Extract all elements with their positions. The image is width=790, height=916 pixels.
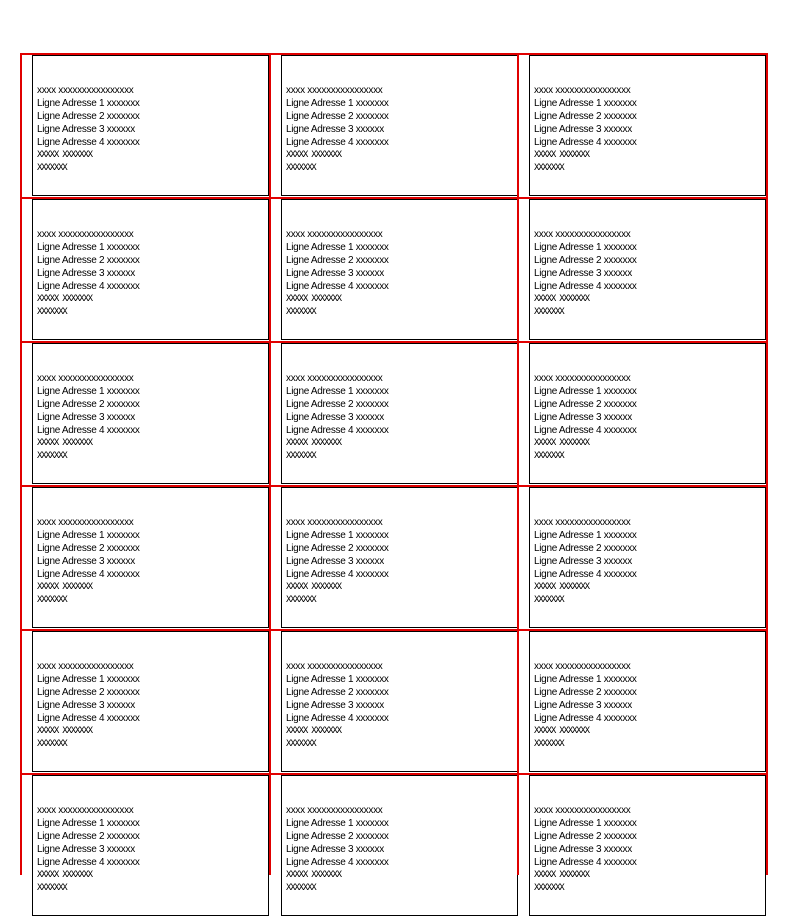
address-line: Ligne Adresse 2 xxxxxxx xyxy=(286,831,389,842)
address-line: Ligne Adresse 4 xxxxxxx xyxy=(534,137,637,148)
address-line: xxxx xxxxxxxxxxxxxxxx xyxy=(37,85,134,96)
address-label xyxy=(529,631,766,772)
column-guide-line xyxy=(269,53,271,875)
address-line: XXXXX XXXXXXX xyxy=(37,294,92,304)
row-guide-line xyxy=(20,197,768,199)
row-guide-line xyxy=(20,629,768,631)
address-line: Ligne Adresse 4 xxxxxxx xyxy=(37,425,140,436)
address-line: Ligne Adresse 1 xxxxxxx xyxy=(286,818,389,829)
address-line: Ligne Adresse 1 xxxxxxx xyxy=(37,530,140,541)
address-lines xyxy=(286,804,389,895)
address-label xyxy=(32,343,269,484)
address-line: xxxx xxxxxxxxxxxxxxxx xyxy=(286,661,383,672)
address-line: Ligne Adresse 2 xxxxxxx xyxy=(534,255,637,266)
address-line: XXXXX XXXXXXX xyxy=(37,726,92,736)
address-line: xxxx xxxxxxxxxxxxxxxx xyxy=(534,805,631,816)
address-lines xyxy=(534,84,637,175)
address-line: Ligne Adresse 4 xxxxxxx xyxy=(286,857,389,868)
address-lines xyxy=(286,372,389,463)
address-line: xxxx xxxxxxxxxxxxxxxx xyxy=(37,517,134,528)
address-line: XXXXXXX xyxy=(37,883,67,893)
address-line: XXXXX XXXXXXX xyxy=(37,870,92,880)
address-line: XXXXX XXXXXXX xyxy=(37,438,92,448)
address-line: XXXXXXX xyxy=(37,739,67,749)
address-line: xxxx xxxxxxxxxxxxxxxx xyxy=(534,517,631,528)
address-line: XXXXX XXXXXXX xyxy=(534,150,589,160)
address-lines xyxy=(534,660,637,751)
address-line: Ligne Adresse 1 xxxxxxx xyxy=(534,818,637,829)
address-line: Ligne Adresse 2 xxxxxxx xyxy=(534,399,637,410)
address-line: Ligne Adresse 1 xxxxxxx xyxy=(286,98,389,109)
address-line: XXXXX XXXXXXX xyxy=(286,438,341,448)
address-line: xxxx xxxxxxxxxxxxxxxx xyxy=(37,661,134,672)
address-lines xyxy=(286,84,389,175)
address-line: XXXXXXX xyxy=(534,163,564,173)
address-line: XXXXX XXXXXXX xyxy=(286,294,341,304)
address-line: Ligne Adresse 3 xxxxxx xyxy=(286,124,384,135)
address-line: Ligne Adresse 3 xxxxxx xyxy=(286,556,384,567)
address-line: xxxx xxxxxxxxxxxxxxxx xyxy=(286,229,383,240)
address-line: Ligne Adresse 3 xxxxxx xyxy=(534,556,632,567)
address-line: xxxx xxxxxxxxxxxxxxxx xyxy=(534,85,631,96)
address-line: xxxx xxxxxxxxxxxxxxxx xyxy=(534,373,631,384)
address-line: Ligne Adresse 3 xxxxxx xyxy=(534,124,632,135)
address-line: XXXXX XXXXXXX xyxy=(286,870,341,880)
address-line: Ligne Adresse 3 xxxxxx xyxy=(37,268,135,279)
address-line: Ligne Adresse 3 xxxxxx xyxy=(37,124,135,135)
address-line: Ligne Adresse 2 xxxxxxx xyxy=(534,111,637,122)
address-line: Ligne Adresse 3 xxxxxx xyxy=(286,700,384,711)
address-line: XXXXX XXXXXXX xyxy=(286,150,341,160)
address-line: XXXXX XXXXXXX xyxy=(286,726,341,736)
address-line: xxxx xxxxxxxxxxxxxxxx xyxy=(534,661,631,672)
address-line: XXXXXXX xyxy=(534,595,564,605)
address-line: Ligne Adresse 4 xxxxxxx xyxy=(286,713,389,724)
address-line: XXXXXXX xyxy=(534,883,564,893)
address-lines xyxy=(534,804,637,895)
address-line: XXXXX XXXXXXX xyxy=(534,294,589,304)
address-line: XXXXX XXXXXXX xyxy=(534,870,589,880)
address-line: Ligne Adresse 3 xxxxxx xyxy=(286,844,384,855)
address-line: XXXXXXX xyxy=(286,883,316,893)
address-line: Ligne Adresse 3 xxxxxx xyxy=(534,700,632,711)
address-line: XXXXXXX xyxy=(534,451,564,461)
address-line: Ligne Adresse 1 xxxxxxx xyxy=(534,98,637,109)
address-line: xxxx xxxxxxxxxxxxxxxx xyxy=(37,229,134,240)
row-guide-line xyxy=(20,485,768,487)
address-line: Ligne Adresse 4 xxxxxxx xyxy=(37,713,140,724)
address-line: XXXXX XXXXXXX xyxy=(534,582,589,592)
address-lines xyxy=(37,660,140,751)
address-label xyxy=(529,487,766,628)
row-guide-line xyxy=(20,341,768,343)
address-line: XXXXXXX xyxy=(37,307,67,317)
address-line: XXXXXXX xyxy=(286,595,316,605)
address-label xyxy=(32,55,269,196)
address-line: xxxx xxxxxxxxxxxxxxxx xyxy=(37,373,134,384)
address-lines xyxy=(37,804,140,895)
address-lines xyxy=(534,516,637,607)
address-line: Ligne Adresse 4 xxxxxxx xyxy=(534,281,637,292)
address-line: Ligne Adresse 1 xxxxxxx xyxy=(286,242,389,253)
address-label xyxy=(529,775,766,916)
address-line: Ligne Adresse 1 xxxxxxx xyxy=(37,242,140,253)
address-line: Ligne Adresse 4 xxxxxxx xyxy=(286,281,389,292)
address-line: Ligne Adresse 2 xxxxxxx xyxy=(286,399,389,410)
address-lines xyxy=(37,228,140,319)
address-line: Ligne Adresse 2 xxxxxxx xyxy=(37,543,140,554)
address-line: Ligne Adresse 4 xxxxxxx xyxy=(37,569,140,580)
address-line: Ligne Adresse 3 xxxxxx xyxy=(37,412,135,423)
address-line: XXXXX XXXXXXX xyxy=(37,150,92,160)
address-line: Ligne Adresse 4 xxxxxxx xyxy=(286,425,389,436)
address-line: Ligne Adresse 1 xxxxxxx xyxy=(37,818,140,829)
address-label xyxy=(281,199,518,340)
address-line: xxxx xxxxxxxxxxxxxxxx xyxy=(286,373,383,384)
address-lines xyxy=(37,84,140,175)
address-line: Ligne Adresse 2 xxxxxxx xyxy=(534,543,637,554)
address-lines xyxy=(286,660,389,751)
address-line: Ligne Adresse 3 xxxxxx xyxy=(37,556,135,567)
address-line: XXXXXXX xyxy=(286,739,316,749)
address-line: Ligne Adresse 4 xxxxxxx xyxy=(286,137,389,148)
address-lines xyxy=(534,372,637,463)
address-line: Ligne Adresse 1 xxxxxxx xyxy=(534,386,637,397)
address-line: Ligne Adresse 1 xxxxxxx xyxy=(37,98,140,109)
address-line: XXXXX XXXXXXX xyxy=(37,582,92,592)
address-line: Ligne Adresse 1 xxxxxxx xyxy=(37,386,140,397)
address-line: Ligne Adresse 1 xxxxxxx xyxy=(534,674,637,685)
label-sheet xyxy=(20,53,768,893)
address-label xyxy=(32,775,269,916)
address-label xyxy=(281,487,518,628)
address-line: xxxx xxxxxxxxxxxxxxxx xyxy=(286,805,383,816)
address-line: Ligne Adresse 2 xxxxxxx xyxy=(286,255,389,266)
address-line: Ligne Adresse 1 xxxxxxx xyxy=(534,530,637,541)
address-line: Ligne Adresse 1 xxxxxxx xyxy=(286,386,389,397)
address-line: Ligne Adresse 3 xxxxxx xyxy=(37,700,135,711)
column-guide-line xyxy=(20,53,22,875)
address-line: Ligne Adresse 2 xxxxxxx xyxy=(534,687,637,698)
address-lines xyxy=(37,516,140,607)
address-line: XXXXXXX xyxy=(37,595,67,605)
address-line: Ligne Adresse 3 xxxxxx xyxy=(534,844,632,855)
address-line: Ligne Adresse 3 xxxxxx xyxy=(534,412,632,423)
address-line: Ligne Adresse 2 xxxxxxx xyxy=(286,543,389,554)
column-guide-line xyxy=(766,53,768,875)
address-line: XXXXXXX xyxy=(286,307,316,317)
address-line: Ligne Adresse 4 xxxxxxx xyxy=(37,857,140,868)
address-line: Ligne Adresse 2 xxxxxxx xyxy=(286,687,389,698)
column-guide-line xyxy=(517,53,519,875)
address-line: Ligne Adresse 2 xxxxxxx xyxy=(37,111,140,122)
address-lines xyxy=(534,228,637,319)
address-line: Ligne Adresse 3 xxxxxx xyxy=(37,844,135,855)
address-line: Ligne Adresse 2 xxxxxxx xyxy=(534,831,637,842)
address-line: Ligne Adresse 4 xxxxxxx xyxy=(534,569,637,580)
address-line: XXXXX XXXXXXX xyxy=(286,582,341,592)
address-line: Ligne Adresse 2 xxxxxxx xyxy=(286,111,389,122)
address-line: xxxx xxxxxxxxxxxxxxxx xyxy=(286,517,383,528)
address-line: Ligne Adresse 4 xxxxxxx xyxy=(534,425,637,436)
address-line: xxxx xxxxxxxxxxxxxxxx xyxy=(37,805,134,816)
address-line: Ligne Adresse 1 xxxxxxx xyxy=(286,530,389,541)
address-line: XXXXXXX xyxy=(37,451,67,461)
address-label xyxy=(281,343,518,484)
address-lines xyxy=(286,516,389,607)
address-line: Ligne Adresse 4 xxxxxxx xyxy=(534,857,637,868)
address-line: XXXXX XXXXXXX xyxy=(534,438,589,448)
address-line: XXXXXXX xyxy=(286,451,316,461)
row-guide-line xyxy=(20,773,768,775)
address-label xyxy=(529,55,766,196)
address-line: Ligne Adresse 1 xxxxxxx xyxy=(37,674,140,685)
address-line: Ligne Adresse 2 xxxxxxx xyxy=(37,831,140,842)
address-line: Ligne Adresse 3 xxxxxx xyxy=(286,268,384,279)
address-label xyxy=(32,199,269,340)
address-line: XXXXX XXXXXXX xyxy=(534,726,589,736)
address-line: Ligne Adresse 4 xxxxxxx xyxy=(534,713,637,724)
address-line: Ligne Adresse 2 xxxxxxx xyxy=(37,687,140,698)
address-line: Ligne Adresse 2 xxxxxxx xyxy=(37,255,140,266)
address-line: Ligne Adresse 3 xxxxxx xyxy=(534,268,632,279)
address-label xyxy=(32,487,269,628)
address-lines xyxy=(37,372,140,463)
address-line: Ligne Adresse 4 xxxxxxx xyxy=(37,281,140,292)
address-line: xxxx xxxxxxxxxxxxxxxx xyxy=(534,229,631,240)
address-line: XXXXXXX xyxy=(286,163,316,173)
address-line: Ligne Adresse 4 xxxxxxx xyxy=(37,137,140,148)
address-line: XXXXXXX xyxy=(534,307,564,317)
address-line: xxxx xxxxxxxxxxxxxxxx xyxy=(286,85,383,96)
address-label xyxy=(32,631,269,772)
address-label xyxy=(281,775,518,916)
address-lines xyxy=(286,228,389,319)
address-line: Ligne Adresse 1 xxxxxxx xyxy=(534,242,637,253)
address-line: XXXXXXX xyxy=(37,163,67,173)
address-line: Ligne Adresse 1 xxxxxxx xyxy=(286,674,389,685)
address-line: Ligne Adresse 2 xxxxxxx xyxy=(37,399,140,410)
address-line: Ligne Adresse 3 xxxxxx xyxy=(286,412,384,423)
row-guide-line xyxy=(20,53,768,55)
address-line: Ligne Adresse 4 xxxxxxx xyxy=(286,569,389,580)
address-label xyxy=(281,631,518,772)
address-label xyxy=(529,343,766,484)
address-line: XXXXXXX xyxy=(534,739,564,749)
address-label xyxy=(281,55,518,196)
address-label xyxy=(529,199,766,340)
